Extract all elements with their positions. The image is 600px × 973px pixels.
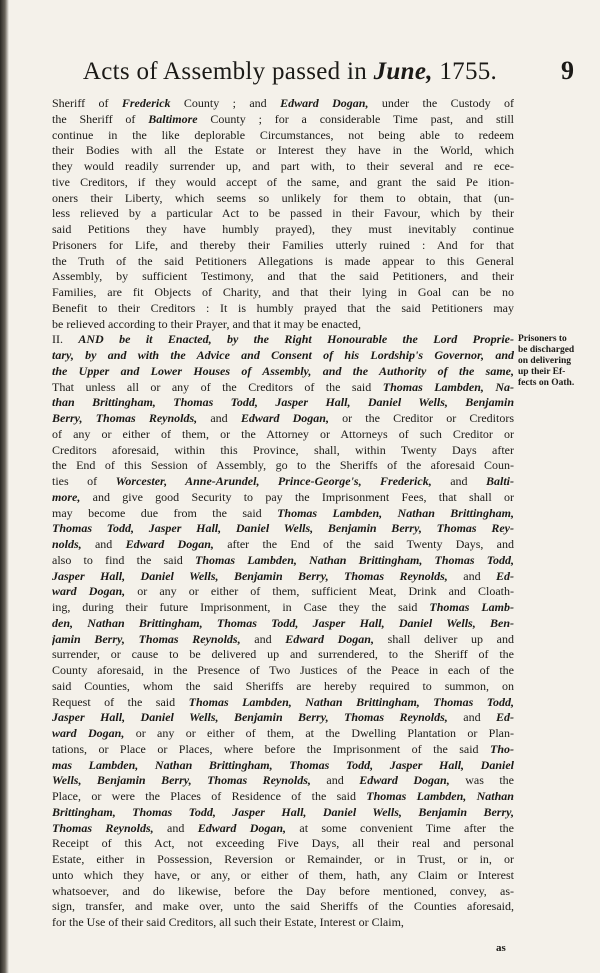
text-segment: II. bbox=[52, 332, 79, 347]
text-segment: or the Creditor or Creditors bbox=[328, 411, 514, 425]
text-line bbox=[52, 506, 514, 522]
text-segment: tive Creditors, if they would accept of the same, and grant the said Pe ition- bbox=[52, 174, 514, 189]
title-month: June, bbox=[373, 58, 433, 85]
text-segment: whatsoever, and do likewise, before the Day before mentioned, convey, as- bbox=[52, 883, 514, 898]
italic-name-segment: Tho- bbox=[490, 741, 514, 756]
italic-name-segment: jamin Berry, Thomas Reynolds, bbox=[52, 631, 241, 646]
text-segment: or any or either of them, at the Dwelling Plantation or Plan- bbox=[124, 726, 514, 740]
text-segment: be relieved according to their Prayer, and that it may be enacted, bbox=[52, 316, 362, 331]
text-line bbox=[52, 537, 514, 553]
running-title bbox=[60, 58, 520, 86]
text-line bbox=[52, 884, 514, 900]
text-segment: County aforesaid, in the Presence of Two Justices of the Peace in each of the bbox=[52, 663, 514, 677]
text-line bbox=[52, 663, 514, 679]
italic-name-segment: Thomas Lambden, Nathan bbox=[366, 789, 514, 803]
italic-name-segment: Brittingham, Thomas Todd, Jasper Hall, Daniel Wells, Benjamin Berry, bbox=[52, 804, 514, 819]
text-line bbox=[52, 695, 514, 711]
text-segment: and bbox=[153, 820, 198, 835]
text-segment: Assembly, by sufficient Testimony, and that the said Petitioners, and their bbox=[52, 269, 514, 284]
text-segment: the Sheriff of bbox=[52, 111, 149, 126]
text-line bbox=[52, 852, 514, 868]
text-segment: also to find the said bbox=[52, 552, 196, 567]
italic-name-segment: AND be it Enacted, by the Right Honourable the Lord Proprie- bbox=[78, 332, 514, 347]
italic-name-segment: Thomas Reynolds, bbox=[52, 820, 154, 835]
text-line bbox=[52, 805, 514, 821]
text-line bbox=[52, 112, 514, 128]
text-line bbox=[52, 269, 514, 285]
text-line bbox=[52, 458, 514, 474]
text-segment: Creditors aforesaid, within this Province, shall, within Twenty Days after bbox=[52, 442, 514, 457]
italic-name-segment: Frederick bbox=[121, 96, 171, 110]
italic-name-segment: Thomas Lambden, Nathan Brittingham, Thomas Todd, bbox=[188, 694, 514, 709]
italic-name-segment: than Brittingham, Thomas Todd, Jasper Hall, Daniel Wells, Benjamin bbox=[52, 395, 514, 410]
text-segment: and bbox=[431, 474, 486, 488]
text-segment: and bbox=[197, 411, 241, 425]
text-segment: and give good Security to pay the Imprisonment Fees, that shall or bbox=[80, 489, 514, 504]
text-line bbox=[52, 789, 514, 805]
text-segment: Prisoners for Life, and thereby their Families utterly ruined : And for that bbox=[52, 237, 514, 252]
text-segment: of any or either of them, or the Attorney or Attorneys of such Creditor or bbox=[52, 426, 514, 441]
text-segment: the Truth of the said Petitioners Allegations is made appear to this General bbox=[52, 253, 514, 268]
page-binding-edge bbox=[0, 0, 9, 973]
margin-note bbox=[518, 334, 598, 389]
catchword: as bbox=[496, 942, 506, 954]
text-segment: or any or either of them, sufficient Meat, Drink and Cloath- bbox=[125, 584, 514, 599]
text-segment: and bbox=[447, 710, 496, 725]
text-line bbox=[52, 915, 514, 931]
italic-name-segment: Jasper Hall, Daniel Wells, Benjamin Berry, Thomas Reynolds, bbox=[52, 568, 448, 583]
italic-name-segment: Baltimore bbox=[148, 111, 198, 126]
margin-note-line: fects on Oath. bbox=[518, 378, 575, 388]
italic-name-segment: Balti- bbox=[486, 474, 514, 488]
title-text: Acts of Assembly passed in bbox=[82, 58, 368, 85]
text-segment: and bbox=[81, 537, 126, 551]
italic-name-segment: Thomas Lamb- bbox=[429, 600, 514, 614]
italic-name-segment: Thomas Lambden, Na- bbox=[382, 379, 514, 394]
text-line bbox=[52, 443, 514, 459]
text-segment: their Bodies with all the Estate or Interest they have in the World, which bbox=[52, 143, 514, 158]
text-segment: oners their Liberty, which seems so unlikely for them to obtain, that (un- bbox=[52, 190, 514, 205]
text-segment: was the bbox=[449, 773, 514, 788]
text-line bbox=[52, 899, 514, 915]
text-segment: continue in the like deplorable Circumstances, not being able to redeem bbox=[52, 127, 514, 142]
text-segment: ties of bbox=[52, 474, 116, 488]
italic-name-segment: den, Nathan Brittingham, Thomas Todd, Jasper Hall, Daniel Wells, Ben- bbox=[52, 615, 514, 630]
text-line bbox=[52, 332, 514, 348]
text-line bbox=[52, 679, 514, 695]
italic-name-segment: Berry, Thomas Reynolds, bbox=[52, 411, 198, 425]
text-line bbox=[52, 710, 514, 726]
text-segment: less relieved by a particular Act to be passed in their Favour, which by their bbox=[52, 206, 514, 221]
text-segment: surrender, or cause to be delivered up and surrendered, to the Sheriff of the bbox=[52, 647, 514, 662]
italic-name-segment: Edward Dogan, bbox=[359, 773, 450, 788]
body-text bbox=[52, 96, 514, 931]
italic-name-segment: Edward Dogan, bbox=[285, 631, 374, 646]
italic-name-segment: Worcester, Anne-Arundel, Prince-George's, Frederick, bbox=[115, 474, 432, 488]
italic-name-segment: Ed- bbox=[496, 710, 514, 725]
italic-name-segment: more, bbox=[52, 489, 81, 504]
text-segment: Estate, either in Possession, Reversion or Remainder, or in Trust, or in, or bbox=[52, 852, 514, 866]
text-segment: they would readily surrender up, and part with, to their several and re ece- bbox=[52, 159, 514, 173]
text-line bbox=[52, 206, 514, 222]
text-line bbox=[52, 317, 514, 333]
italic-name-segment: Edward Dogan, bbox=[125, 537, 214, 551]
text-line bbox=[52, 632, 514, 648]
italic-name-segment: Thomas Lambden, Nathan Brittingham, bbox=[277, 505, 514, 520]
text-segment: Benefit to their Creditors : It is humbly prayed that the said Petitioners may bbox=[52, 300, 514, 315]
text-line bbox=[52, 285, 514, 301]
text-line bbox=[52, 836, 514, 852]
italic-name-segment: Wells, Benjamin Berry, Thomas Reynolds, bbox=[52, 773, 311, 788]
text-line bbox=[52, 395, 514, 411]
text-segment: County ; and bbox=[170, 96, 281, 110]
text-line bbox=[52, 758, 514, 774]
italic-name-segment: Edward Dogan, bbox=[240, 411, 329, 425]
italic-name-segment: the Upper and Lower Houses of Assembly, and the Authority of the same, bbox=[52, 363, 514, 378]
page-number: 9 bbox=[561, 56, 574, 85]
italic-name-segment: nolds, bbox=[52, 537, 82, 551]
italic-name-segment: ward Dogan, bbox=[52, 726, 125, 740]
text-segment: and bbox=[240, 631, 286, 646]
italic-name-segment: mas Lambden, Nathan Brittingham, Thomas Todd, Jasper Hall, Daniel bbox=[52, 757, 514, 772]
text-line bbox=[52, 143, 514, 159]
text-line bbox=[52, 128, 514, 144]
italic-name-segment: Ed- bbox=[496, 568, 514, 583]
text-line bbox=[52, 868, 514, 884]
text-segment: and bbox=[310, 773, 360, 788]
text-line bbox=[52, 569, 514, 585]
text-line bbox=[52, 380, 514, 396]
italic-name-segment: ward Dogan, bbox=[52, 584, 126, 599]
text-line bbox=[52, 254, 514, 270]
text-segment: Families, are fit Objects of Charity, and that their lying in Goal can be no bbox=[52, 285, 514, 299]
text-line bbox=[52, 191, 514, 207]
text-segment: under the Custody of bbox=[368, 96, 514, 110]
text-segment: That unless all or any of the Creditors of the said bbox=[52, 379, 383, 394]
text-line bbox=[52, 96, 514, 112]
text-segment: Receipt of this Act, not exceeding Five Days, all their real and personal bbox=[52, 836, 514, 851]
text-line bbox=[52, 411, 514, 427]
text-segment: Place, or were the Places of Residence of the said bbox=[52, 789, 367, 803]
text-segment: at some convenient Time after the bbox=[286, 820, 514, 835]
text-line bbox=[52, 616, 514, 632]
text-line bbox=[52, 474, 514, 490]
text-line bbox=[52, 222, 514, 238]
text-segment: County ; for a considerable Time past, and still bbox=[197, 111, 514, 126]
text-line bbox=[52, 238, 514, 254]
text-line bbox=[52, 364, 514, 380]
text-line bbox=[52, 301, 514, 317]
text-segment: ing, during their future Imprisonment, in Case they the said bbox=[52, 600, 430, 614]
text-line bbox=[52, 427, 514, 443]
margin-note-line: on delivering bbox=[518, 356, 572, 366]
text-line bbox=[52, 348, 514, 364]
italic-name-segment: Thomas Todd, Jasper Hall, Daniel Wells, Benjamin Berry, Thomas Rey- bbox=[52, 521, 514, 536]
text-line bbox=[52, 647, 514, 663]
margin-note-line: Prisoners to bbox=[518, 334, 567, 344]
text-line bbox=[52, 742, 514, 758]
text-line bbox=[52, 600, 514, 616]
text-line bbox=[52, 175, 514, 191]
text-line bbox=[52, 521, 514, 537]
text-segment: said Counties, whom the said Sheriffs are hereby required to summon, on bbox=[52, 678, 514, 693]
text-segment: the End of this Session of Assembly, go to the Sheriffs of the aforesaid Coun- bbox=[52, 458, 514, 473]
italic-name-segment: Thomas Lambden, Nathan Brittingham, Thomas Todd, bbox=[195, 552, 514, 567]
text-segment: for the Use of their said Creditors, all such their Estate, Interest or Claim, bbox=[52, 915, 404, 929]
text-line bbox=[52, 821, 514, 837]
text-segment: Sheriff of bbox=[52, 96, 122, 110]
margin-note-line: up their Ef- bbox=[518, 367, 566, 377]
text-line bbox=[52, 159, 514, 175]
text-segment: sign, transfer, and make over, unto the said Sheriffs of the Counties aforesaid, bbox=[52, 899, 514, 914]
text-line bbox=[52, 490, 514, 506]
text-segment: unto which they have, or any, or either of them, hath, any Claim or Interest bbox=[52, 867, 514, 882]
text-line bbox=[52, 553, 514, 569]
title-year: 1755. bbox=[439, 58, 498, 85]
text-segment: said Petitions they have humbly prayed), they must inevitably continue bbox=[52, 222, 514, 236]
text-segment: Request of the said bbox=[52, 694, 189, 709]
text-line bbox=[52, 726, 514, 742]
text-segment: and bbox=[447, 568, 496, 583]
text-segment: after the End of the said Twenty Days, and bbox=[213, 537, 514, 551]
text-line bbox=[52, 584, 514, 600]
margin-note-line: be discharged bbox=[518, 345, 575, 355]
italic-name-segment: Edward Dogan, bbox=[197, 820, 287, 835]
text-segment: may become due from the said bbox=[52, 505, 278, 520]
running-header bbox=[60, 58, 580, 94]
text-line bbox=[52, 773, 514, 789]
italic-name-segment: Edward Dogan, bbox=[280, 96, 369, 110]
italic-name-segment: Jasper Hall, Daniel Wells, Benjamin Berry, Thomas Reynolds, bbox=[52, 710, 448, 725]
text-segment: tations, or Place or Places, where before the Imprisonment of the said bbox=[52, 741, 490, 756]
text-segment: shall deliver up and bbox=[373, 631, 514, 646]
italic-name-segment: tary, by and with the Advice and Consent of his Lordship's Governor, and bbox=[52, 348, 514, 362]
